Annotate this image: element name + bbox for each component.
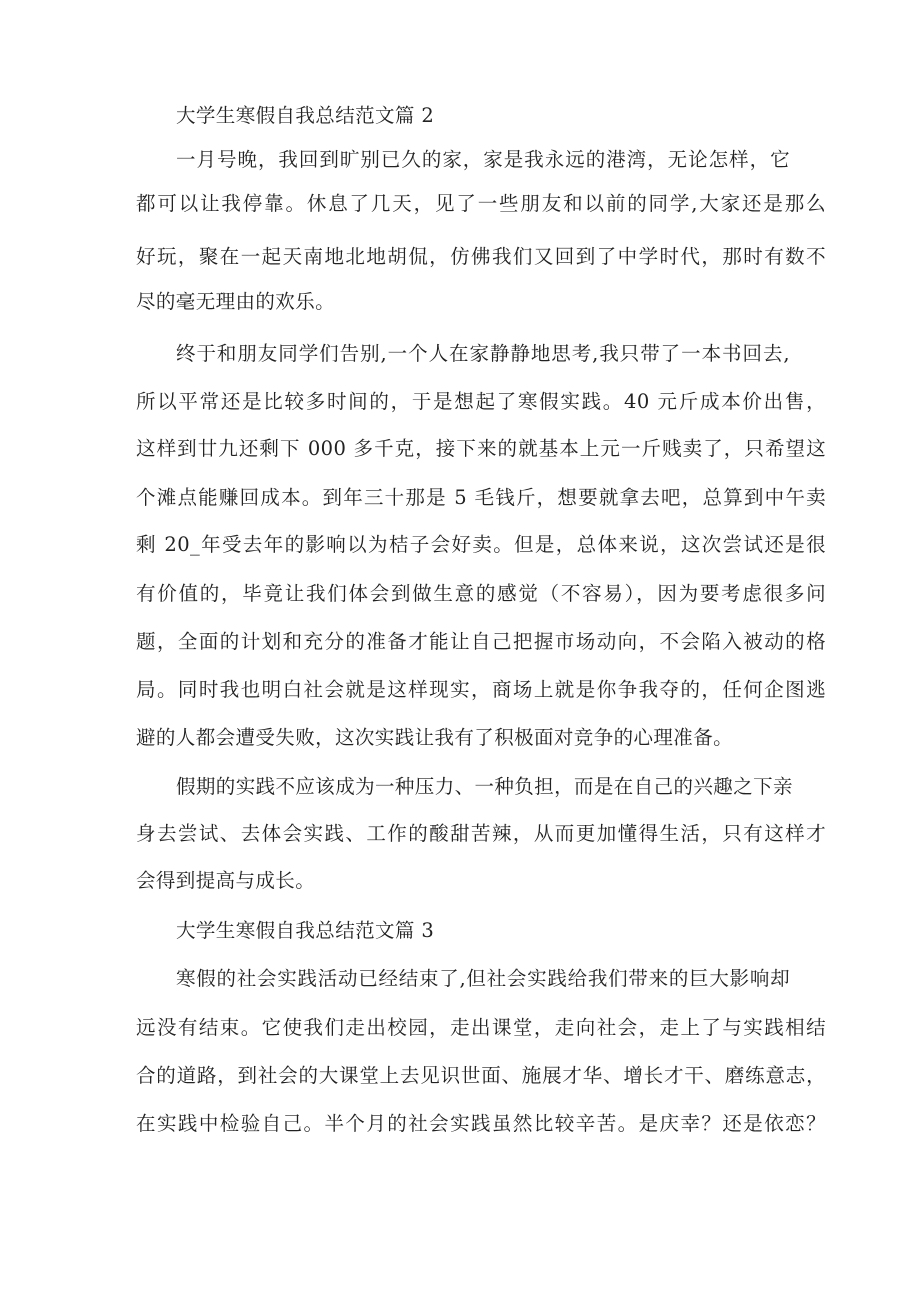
paragraph-line: 身去尝试、去体会实践、工作的酸甜苦辣，从而更加懂得生活，只有这样才 [136, 822, 826, 845]
paragraph-line: 在实践中检验自己。半个月的社会实践虽然比较辛苦。是庆幸？还是依恋？ [136, 1112, 826, 1135]
paragraph-line: 题，全面的计划和充分的准备才能让自己把握市场动向，不会陷入被动的格 [136, 630, 826, 653]
paragraph-line: 远没有结束。它使我们走出校园，走出课堂，走向社会，走上了与实践相结 [136, 1016, 826, 1039]
paragraph-line: 这样到廿九还剩下 000 多千克，接下来的就基本上元一斤贱卖了，只希望这 [136, 437, 826, 460]
paragraph-line: 终于和朋友同学们告别,一个人在家静静地思考,我只带了一本书回去, [176, 342, 790, 365]
paragraph-line: 会得到提高与成长。 [136, 869, 316, 892]
paragraph-line: 寒假的社会实践活动已经结束了,但社会实践给我们带来的巨大影响却 [176, 967, 790, 990]
paragraph-line: 剩 20_年受去年的影响以为桔子会好卖。但是，总体来说，这次尝试还是很 [136, 533, 826, 556]
section-3-heading: 大学生寒假自我总结范文篇 3 [176, 919, 435, 942]
paragraph-line: 都可以让我停靠。休息了几天，见了一些朋友和以前的同学,大家还是那么 [136, 192, 826, 215]
paragraph-line: 好玩，聚在一起天南地北地胡侃，仿佛我们又回到了中学时代，那时有数不 [136, 245, 826, 268]
paragraph-line: 一月号晚，我回到旷别已久的家，家是我永远的港湾，无论怎样，它 [176, 148, 790, 171]
paragraph-line: 尽的毫无理由的欢乐。 [136, 290, 336, 313]
paragraph-line: 假期的实践不应该成为一种压力、一种负担，而是在自己的兴趣之下亲 [176, 775, 793, 798]
paragraph-line: 有价值的，毕竟让我们体会到做生意的感觉（不容易），因为要考虑很多问 [136, 582, 826, 605]
paragraph-line: 避的人都会遭受失败，这次实践让我有了积极面对竞争的心理准备。 [136, 726, 734, 749]
paragraph-line: 局。同时我也明白社会就是这样现实，商场上就是你争我夺的，任何企图逃 [136, 678, 826, 701]
paragraph-line: 所以平常还是比较多时间的，于是想起了寒假实践。40 元斤成本价出售， [136, 390, 826, 413]
paragraph-line: 合的道路，到社会的大课堂上去见识世面、施展才华、增长才干、磨练意志， [136, 1064, 826, 1087]
section-2-heading: 大学生寒假自我总结范文篇 2 [176, 104, 435, 127]
paragraph-line: 个滩点能赚回成本。到年三十那是 5 毛钱斤，想要就拿去吧，总算到中午卖 [136, 486, 826, 509]
